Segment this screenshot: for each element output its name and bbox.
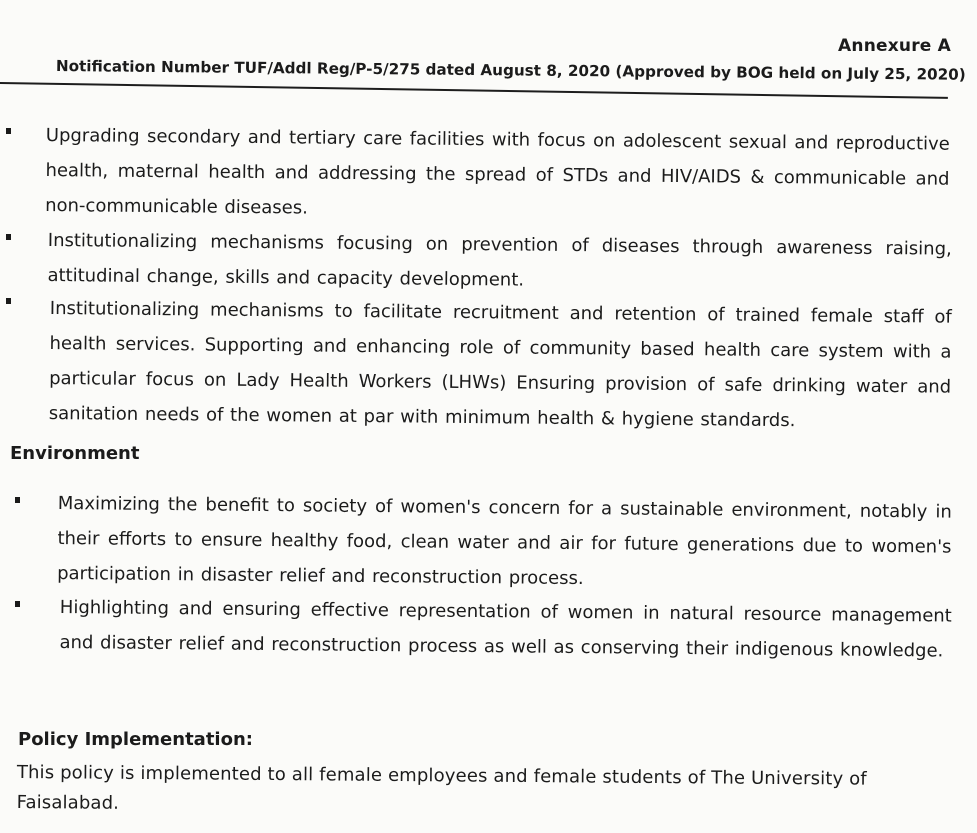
policy-heading: Policy Implementation: bbox=[18, 729, 253, 750]
header-divider bbox=[0, 82, 948, 99]
health-item-2: Institutionalizing mechanisms focusing on prevention of diseases through awareness raising, attitudinal change, skills and capacity development. bbox=[47, 229, 952, 291]
bullet-icon bbox=[6, 234, 11, 240]
health-item-1: Upgrading secondary and tertiary care facilities with focus on adolescent sexual and reproductive health, maternal health and addressing the spread of STDs and HIV/AIDS & communicable and non-communicable diseases. bbox=[45, 124, 950, 219]
environment-item-1: Maximizing the benefit to society of women's concern for a sustainable environment, notably in their efforts to ensure healthy food, clean water and air for future generations due to women's participation in disaster relief and reconstruction process. bbox=[57, 492, 952, 590]
environment-heading: Environment bbox=[10, 443, 140, 464]
health-item-3: Institutionalizing mechanisms to facilitate recruitment and retention of trained female staff of health services. Supporting and enhancing role of community based health care system with a particular focus on Lady Health Workers (LHWs) Ensuring provision of safe drinking water and sanitation needs of the women at par with minimum health & hygiene standards. bbox=[48, 297, 952, 432]
bullet-icon bbox=[15, 601, 20, 607]
policy-text: This policy is implemented to all female employees and female students of The University of Faisalabad. bbox=[16, 761, 867, 814]
environment-item-2: Highlighting and ensuring effective representation of women in natural resource management and disaster relief and reconstruction process as well as conserving their indigenous knowledge. bbox=[59, 596, 952, 662]
bullet-icon bbox=[6, 128, 11, 134]
bullet-icon bbox=[15, 497, 20, 503]
notification-line: Notification Number TUF/Addl Reg/P-5/275 dated August 8, 2020 (Approved by BOG held on July 25, 2020) bbox=[55, 57, 966, 84]
annexure-label: Annexure A bbox=[838, 36, 951, 56]
bullet-icon bbox=[6, 298, 11, 304]
